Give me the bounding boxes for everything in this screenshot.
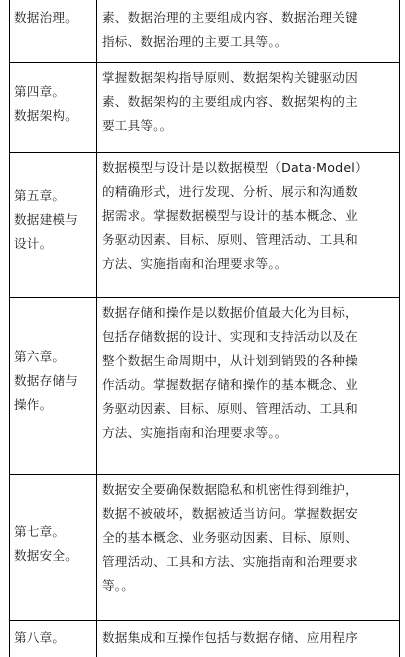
description-line: 素、数据治理的主要组成内容、数据治理关键 xyxy=(102,10,358,25)
description-line: 数据存储和操作是以数据价值最大化为目标， xyxy=(102,305,358,320)
description-line: 数据安全要确保数据隐私和机密性得到维护， xyxy=(102,482,358,497)
table-border-left xyxy=(9,0,10,657)
chapter-cell xyxy=(14,184,94,256)
description-line: 指标、数据治理的主要工具等。。 xyxy=(102,34,288,49)
description-line: 务驱动因素、目标、原则、管理活动、工具和 xyxy=(102,401,358,416)
table-border-right xyxy=(399,0,400,657)
description-line: 方法、实施指南和治理要求等。。 xyxy=(102,425,288,440)
chapter-cell xyxy=(14,520,94,568)
chapter-number-line: 第七章。 xyxy=(14,524,66,539)
description-cell xyxy=(102,478,398,598)
description-line: 数据模型与设计是以数据模型（Data·Model） xyxy=(102,160,368,175)
chapter-cell xyxy=(14,345,94,417)
row-divider xyxy=(9,297,400,298)
chapter-cell xyxy=(14,626,94,650)
description-line: 作活动。掌握数据存储和操作的基本概念、业 xyxy=(102,377,358,392)
chapter-title-line: 设计。 xyxy=(14,236,53,251)
row-divider xyxy=(9,474,400,475)
description-cell xyxy=(102,301,398,445)
description-cell xyxy=(102,626,398,650)
chapter-title-line: 数据存储与 xyxy=(14,373,78,388)
description-line: 据需求。掌握数据模型与设计的基本概念、业 xyxy=(102,208,358,223)
chapter-title-line: 数据建模与 xyxy=(14,212,78,227)
chapter-title-line: 数据治理。 xyxy=(14,10,78,25)
row-divider xyxy=(9,152,400,153)
chapter-number-line: 第八章。 xyxy=(14,630,66,645)
description-line: 的精确形式，进行发现、分析、展示和沟通数 xyxy=(102,184,358,199)
description-line: 全的基本概念、业务驱动因素、目标、原则、 xyxy=(102,530,358,545)
description-line: 等。。 xyxy=(102,578,135,593)
description-line: 管理活动、工具和方法、实施指南和治理要求 xyxy=(102,554,358,569)
description-line: 数据集成和互操作包括与数据存储、应用程序 xyxy=(102,630,358,645)
chapter-number-line: 第六章。 xyxy=(14,349,66,364)
description-cell xyxy=(102,156,398,276)
description-line: 素、数据架构的主要组成内容、数据架构的主 xyxy=(102,94,358,109)
description-cell xyxy=(102,6,398,54)
description-line: 掌握数据架构指导原则、数据架构关键驱动因 xyxy=(102,70,358,85)
description-line: 要工具等。。 xyxy=(102,118,173,133)
row-divider xyxy=(9,620,400,621)
description-cell xyxy=(102,66,398,138)
description-line: 方法、实施指南和治理要求等。。 xyxy=(102,256,288,271)
chapter-title-line: 数据安全。 xyxy=(14,548,78,563)
description-line: 包括存储数据的设计、实现和支持活动以及在 xyxy=(102,329,358,344)
table-column-divider xyxy=(96,0,97,657)
chapter-title-line: 操作。 xyxy=(14,397,53,412)
chapter-number-line: 第四章。 xyxy=(14,84,66,99)
row-divider xyxy=(9,62,400,63)
chapter-title-line: 数据架构。 xyxy=(14,108,78,123)
chapter-cell xyxy=(14,80,94,128)
description-line: 整个数据生命周期中，从计划到销毁的各种操 xyxy=(102,353,358,368)
description-line: 数据不被破坏，数据被适当访问。掌握数据安 xyxy=(102,506,358,521)
chapter-cell xyxy=(14,6,94,30)
chapter-number-line: 第五章。 xyxy=(14,188,66,203)
description-line: 务驱动因素、目标、原则、管理活动、工具和 xyxy=(102,232,358,247)
